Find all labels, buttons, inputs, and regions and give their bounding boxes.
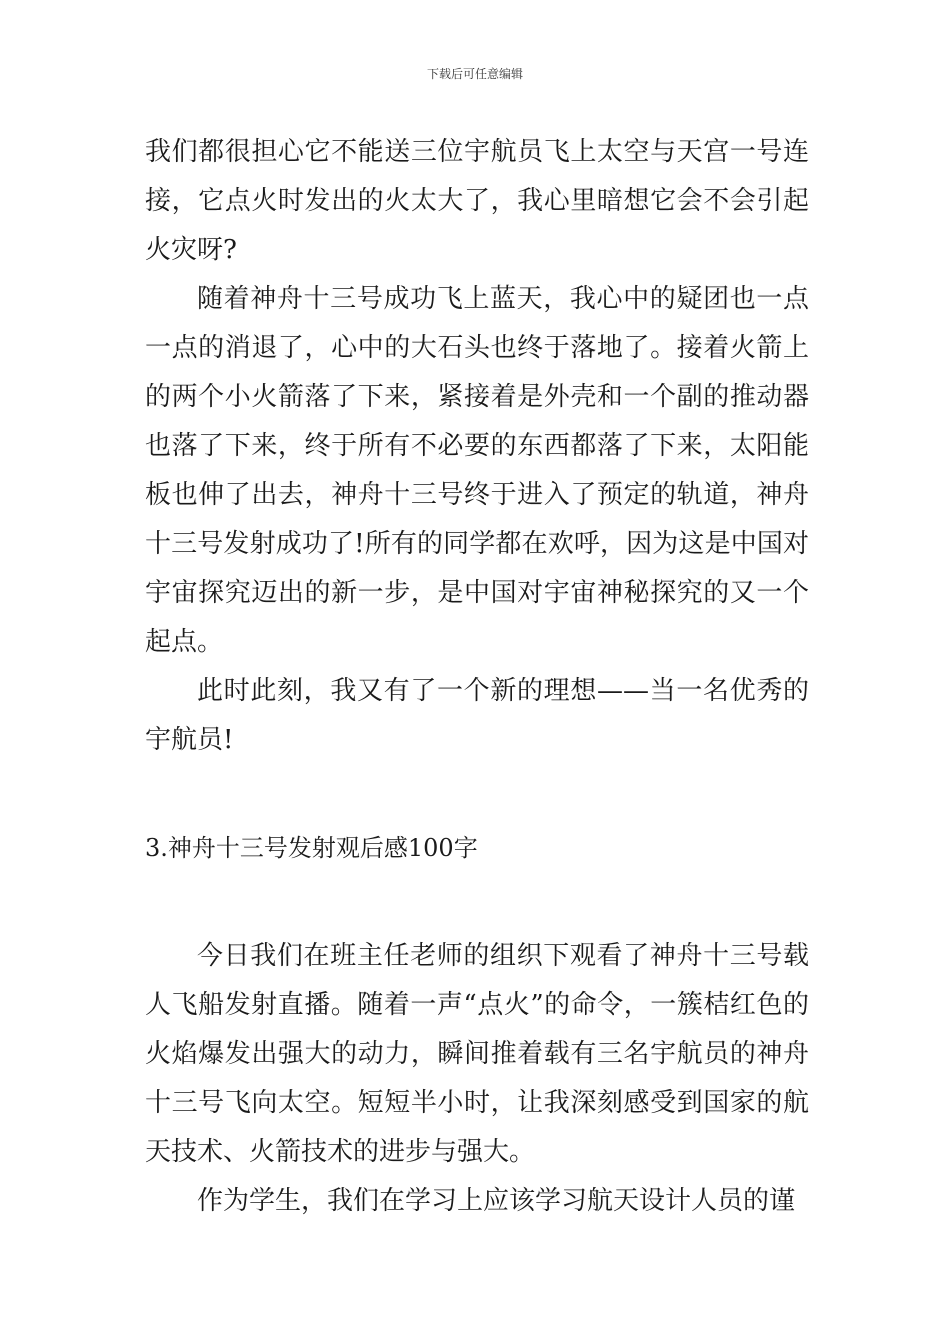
section-heading: 3.神舟十三号发射观后感100字	[145, 834, 478, 862]
paragraph-1: 我们都很担心它不能送三位宇航员飞上太空与天宫一号连接，它点火时发出的火太大了，我心里暗想它会不会引起火灾呀?	[145, 137, 809, 265]
paragraph-2: 随着神舟十三号成功飞上蓝天，我心中的疑团也一点一点的消退了，心中的大石头也终于落地了。接着火箭上的两个小火箭落了下来，紧接着是外壳和一个副的推动器也落了下来，终于所有不必要的东西都落了下来，太阳能板也伸了出去，神舟十三号终于进入了预定的轨道，神舟十三号发射成功了!所有的同学都在欢呼，因为这是中国对宇宙探究迈出的新一步，是中国对宇宙神秘探究的又一个起点。	[145, 284, 809, 657]
page-header: 下载后可任意编辑	[426, 67, 523, 81]
paragraph-3: 此时此刻，我又有了一个新的理想——当一名优秀的宇航员!	[145, 676, 809, 755]
paragraph-4: 今日我们在班主任老师的组织下观看了神舟十三号载人飞船发射直播。随着一声“点火”的命令，一簇桔红色的火焰爆发出强大的动力，瞬间推着载有三名宇航员的神舟十三号飞向太空。短短半小时，让我深刻感受到国家的航天技术、火箭技术的进步与强大。	[145, 941, 809, 1167]
document-body	[145, 128, 809, 1226]
paragraph-5: 作为学生，我们在学习上应该学习航天设计人员的谨	[197, 1186, 796, 1216]
